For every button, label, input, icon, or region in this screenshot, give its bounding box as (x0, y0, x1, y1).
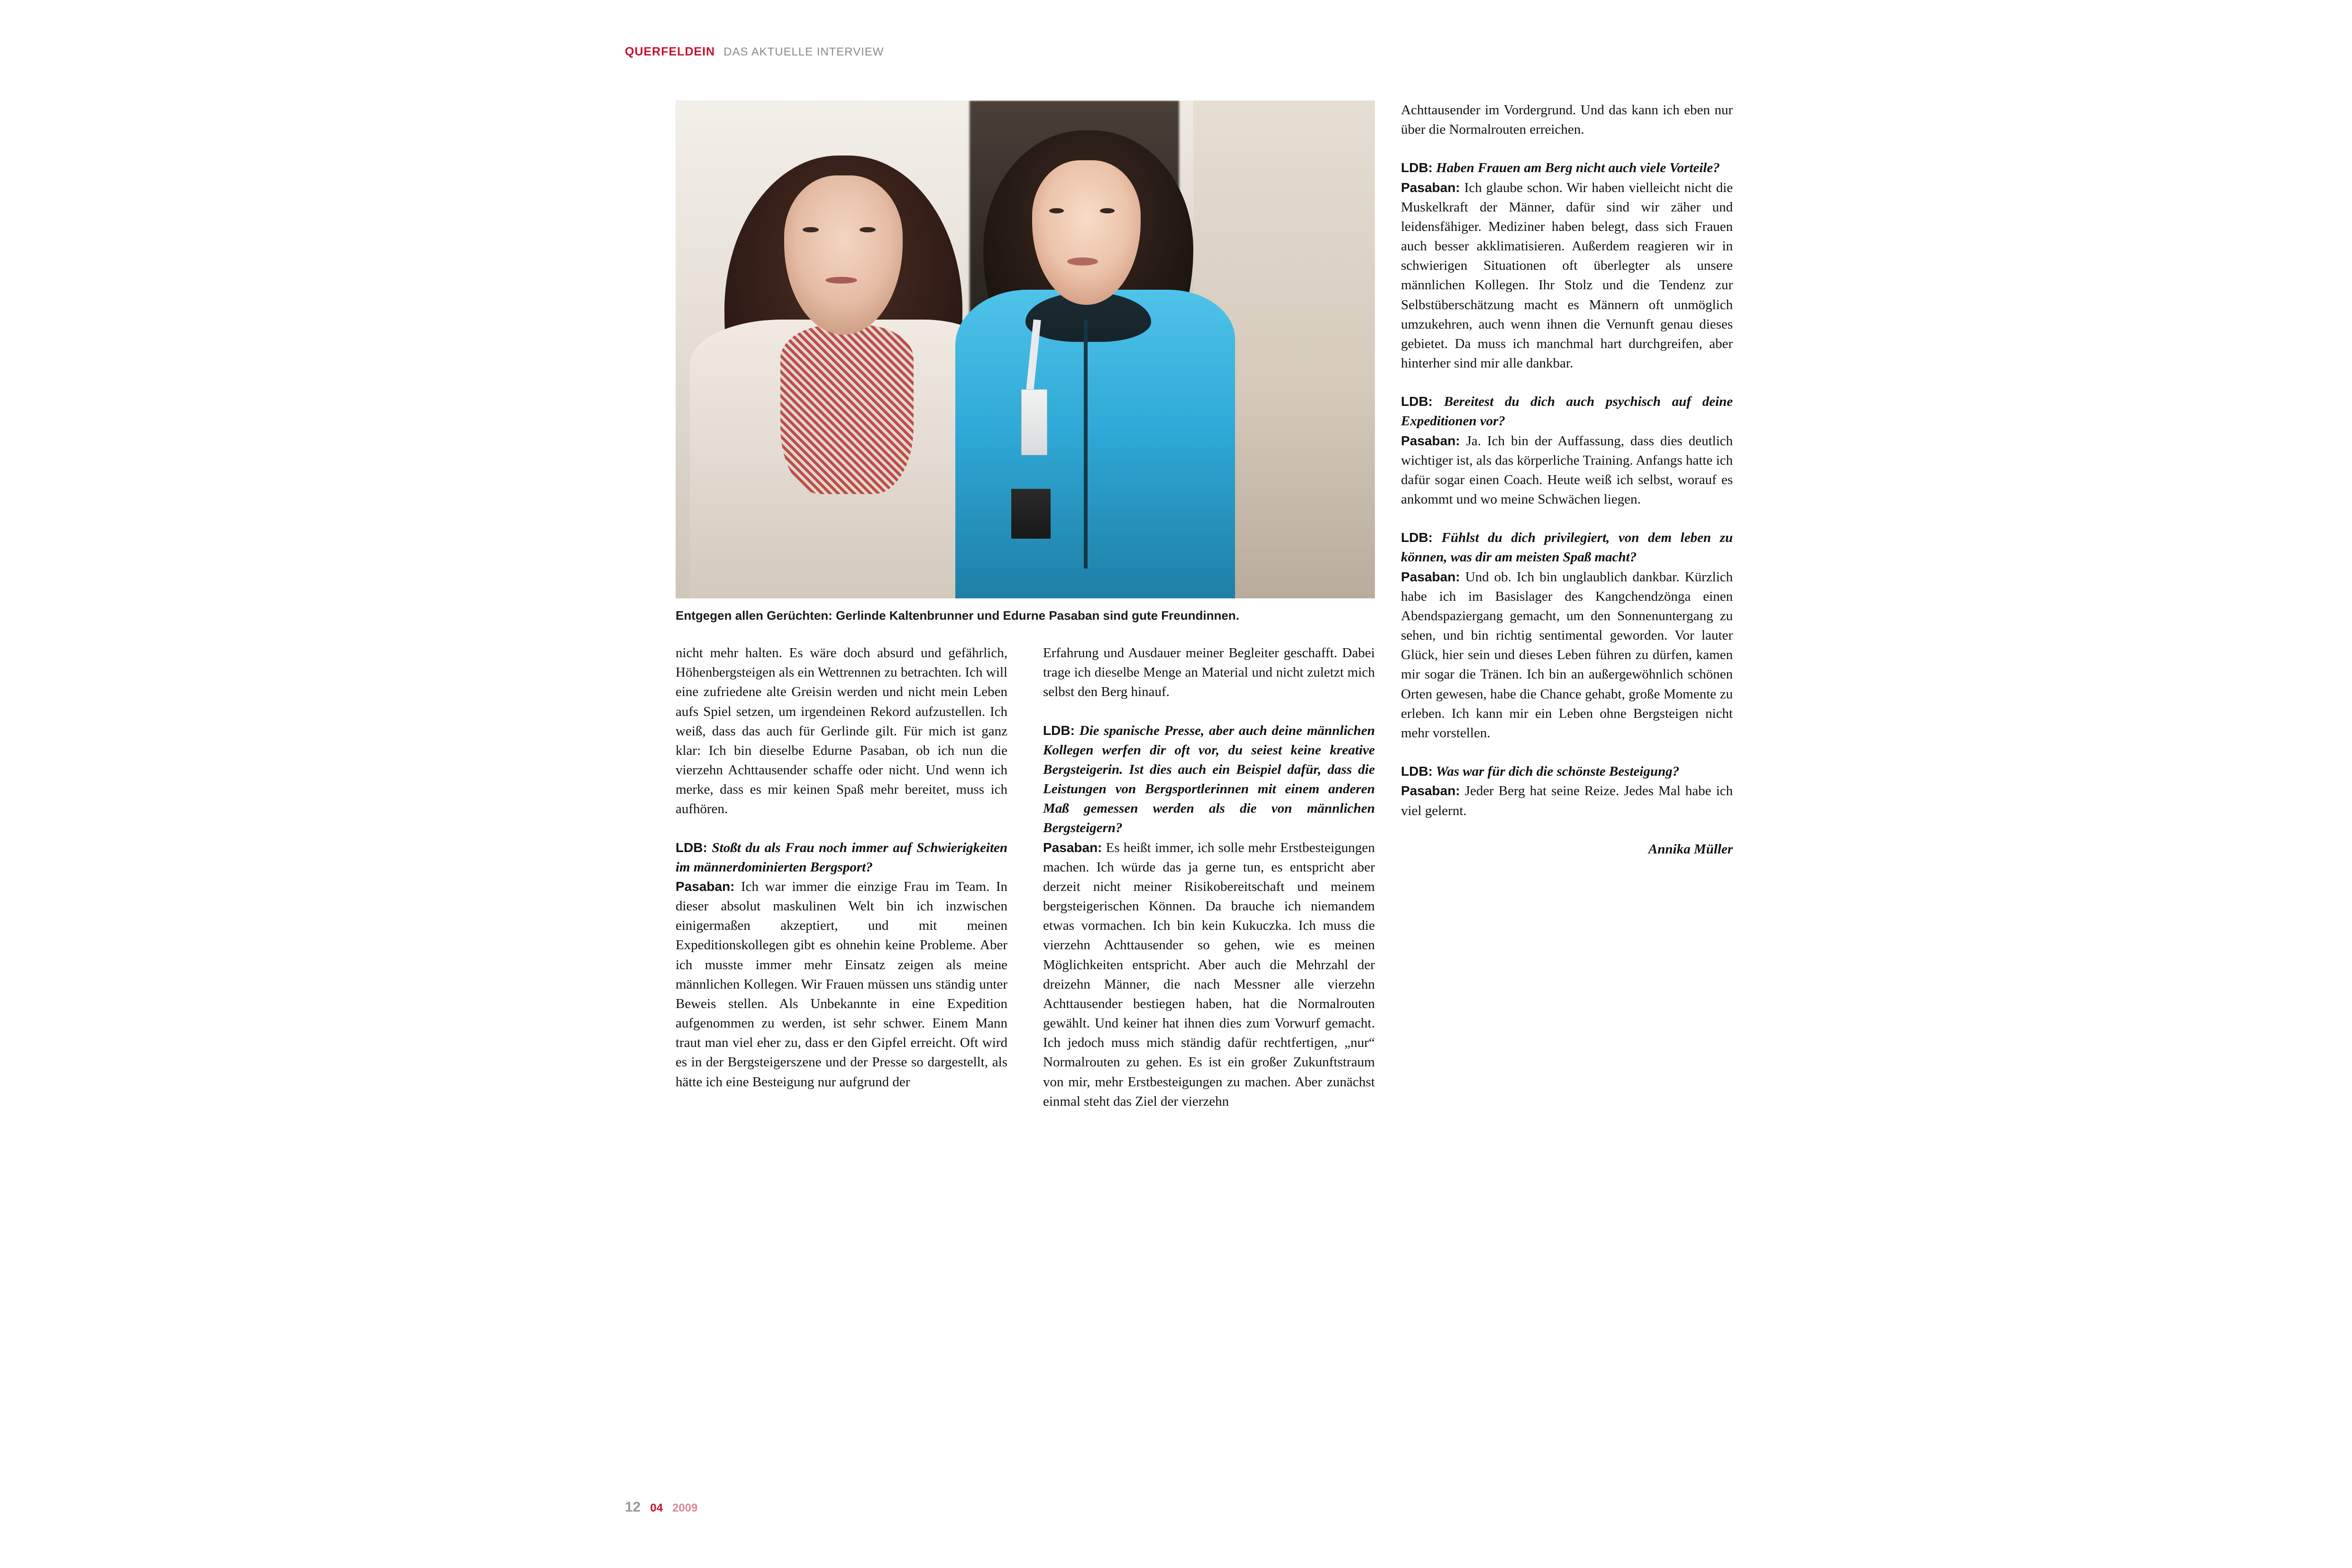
person-left-eye-right (860, 227, 876, 233)
person-left-scarf (780, 325, 913, 494)
question-text: Fühlst du dich privilegiert, von dem leben zu können, was dir am meisten Spaß macht? (1401, 530, 1733, 565)
paragraph-spacer (1401, 373, 1733, 392)
paragraph-spacer (1043, 702, 1375, 721)
interview-answer (1401, 431, 1733, 510)
answer-text: Ich war immer die einzige Frau im Team. In dieser absolut maskulinen Welt bin ich inzwischen einigermaßen akzeptiert, und mit meinen Expeditionskollegen gibt es ohnehin keine Probleme. Aber ich musste immer mehr Einsatz zeigen als meine männlichen Kollegen. Wir Frauen müssen uns ständig unter Beweis stellen. Als Unbekannte in eine Expedition aufgenommen zu werden, ist sehr schwer. Einem Mann traut man viel eher zu, dass er den Gipfel erreicht. Oft wird es in der Bergsteigerszene und der Presse so dargestellt, als hätte ich eine Besteigung nur aufgrund der (676, 879, 1007, 1090)
section-label: DAS AKTUELLE INTERVIEW (723, 46, 884, 58)
page-number: 12 (625, 1499, 641, 1515)
interview-answer (676, 877, 1007, 1092)
page-footer (625, 1499, 697, 1515)
answer-text: Jeder Berg hat seine Reize. Jedes Mal habe ich viel gelernt. (1401, 783, 1733, 818)
question-text: Haben Frauen am Berg nicht auch viele Vorteile? (1436, 160, 1720, 176)
question-speaker-tag: LDB: (1043, 723, 1075, 738)
person-right-eye-left (1049, 208, 1064, 213)
interview-answer (1401, 178, 1733, 374)
photo-block (676, 101, 1375, 624)
question-text: Die spanische Presse, aber auch deine männlichen Kollegen werfen dir oft vor, du seiest keine kreative Bergsteigerin. Ist dies auch ein Beispiel dafür, dass die Leistungen von Bergsportlerinnen mit einem anderen Maß gemessen werden als die von männlichen Bergsteigern? (1043, 723, 1375, 836)
interview-question (1401, 762, 1733, 781)
person-right-mouth (1067, 257, 1098, 266)
person-right-jacket-zipper (1084, 320, 1087, 569)
interview-answer (1043, 838, 1375, 1111)
paragraph-spacer (1401, 139, 1733, 158)
issue-year: 2009 (672, 1502, 698, 1514)
answer-speaker-tag: Pasaban: (1401, 783, 1460, 798)
paragraph-spacer (676, 819, 1007, 838)
paragraph-spacer (1401, 743, 1733, 762)
magazine-brand-label: QUERFELDEIN (625, 45, 715, 58)
text-column-1 (676, 643, 1007, 1092)
question-speaker-tag: LDB: (1401, 530, 1433, 545)
answer-text: Ich glaube schon. Wir haben vielleicht nicht die Muskelkraft der Männer, dafür sind wir zäher und leidensfähiger. Mediziner haben belegt, dass sich Frauen auch besser akklimatisieren. Außerdem reagieren wir in schwierigen Situationen oft überlegter als unsere männlichen Kollegen. Ihr Stolz und die Tendenz zur Selbstüberschätzung macht es Männern oft unmöglich umzukehren, auch wenn ihnen die Vernunft genau dieses gebietet. Da muss ich manchmal hart durchgreifen, aber hinterher sind mir alle dankbar. (1401, 180, 1733, 371)
interview-question (1401, 528, 1733, 567)
interview-photo (676, 101, 1375, 598)
paragraph-spacer (1401, 509, 1733, 528)
body-paragraph: nicht mehr halten. Es wäre doch absurd und gefährlich, Höhenbergsteigen als ein Wettrennen zu betrachten. Ich will eine zufriedene alte Greisin werden und nicht mein Leben aufs Spiel setzen, um irgendeinen Rekord aufzustellen. Ich weiß, dass das auch für Gerlinde gilt. Für mich ist ganz klar: Ich bin dieselbe Edurne Pasaban, ob ich nun die vierzehn Achttausender schaffe oder nicht. Und wenn ich merke, dass es mir keinen Spaß mehr bereitet, muss ich aufhören. (676, 645, 1007, 817)
question-text: Was war für dich die schönste Besteigung? (1436, 764, 1680, 779)
answer-text: Es heißt immer, ich solle mehr Erstbesteigungen machen. Ich würde das ja gerne tun, es entspricht aber derzeit nicht meiner Risikobereitschaft und meinem bergsteigerischen Können. Da brauche ich niemandem etwas vormachen. Ich bin kein Kukuczka. Ich muss die vierzehn Achttausender so gehen, wie es meinen Möglichkeiten entspricht. Aber auch die Mehrzahl der dreizehn Männer, die nach Messner alle vierzehn Achttausender bestiegen haben, hat die Normalrouten gewählt. Und keiner hat ihnen dies zum Vorwurf gemacht. Ich jedoch muss mich ständig dafür rechtfertigen, „nur“ Normalrouten zu gehen. Es ist ein großer Zukunftstraum von mir, mehr Erstbesteigungen zu machen. Aber zunächst einmal steht das Ziel der vierzehn (1043, 840, 1375, 1109)
answer-speaker-tag: Pasaban: (676, 879, 735, 894)
question-speaker-tag: LDB: (1401, 160, 1433, 175)
interview-question (1401, 158, 1733, 178)
running-head (625, 45, 884, 59)
answer-speaker-tag: Pasaban: (1043, 840, 1102, 855)
question-speaker-tag: LDB: (1401, 764, 1433, 779)
answer-speaker-tag: Pasaban: (1401, 433, 1460, 448)
photo-caption: Entgegen allen Gerüchten: Gerlinde Kaltenbrunner und Edurne Pasaban sind gute Freundinnen. (676, 608, 1239, 623)
question-text: Bereitest du dich auch psychisch auf deine Expeditionen vor? (1401, 394, 1733, 429)
interview-question (1043, 721, 1375, 838)
question-speaker-tag: LDB: (1401, 394, 1433, 409)
answer-text: Ja. Ich bin der Auffassung, dass dies deutlich wichtiger ist, als das körperliche Training. Anfangs hatte ich dafür sogar einen Coach. Heute weiß ich selbst, worauf es ankommt und wo meine Schwächen liegen. (1401, 433, 1733, 507)
person-right-badge (1021, 389, 1047, 455)
answer-speaker-tag: Pasaban: (1401, 569, 1460, 584)
issue-number: 04 (650, 1502, 663, 1514)
person-right-chest-pocket (1011, 489, 1051, 539)
interview-question (676, 838, 1007, 877)
question-speaker-tag: LDB: (676, 840, 707, 855)
text-column-2 (1043, 643, 1375, 1111)
body-paragraph: Achttausender im Vordergrund. Und das kann ich eben nur über die Normalrouten erreichen. (1401, 102, 1733, 138)
question-text: Stoßt du als Frau noch immer auf Schwierigkeiten im männerdominierten Bergsport? (676, 840, 1007, 875)
body-paragraph: Erfahrung und Ausdauer meiner Begleiter geschafft. Dabei trage ich dieselbe Menge an Material und nicht zuletzt mich selbst den Berg hinauf. (1043, 645, 1375, 700)
text-column-3 (1401, 101, 1733, 857)
interview-answer (1401, 568, 1733, 743)
answer-speaker-tag: Pasaban: (1401, 180, 1460, 195)
author-signature: Annika Müller (1648, 841, 1733, 857)
interview-question (1401, 392, 1733, 431)
interview-answer (1401, 781, 1733, 820)
person-right-eye-right (1100, 208, 1115, 213)
answer-text: Und ob. Ich bin unglaublich dankbar. Kürzlich habe ich im Basislager des Kangchendzönga einen Abendspaziergang gemacht, um den Sonnenuntergang zu sehen, und bin richtig sentimental geworden. Vor lauter Glück, hier sein und dieses Leben führen zu dürfen, kamen mir sogar die Tränen. Ich bin an außergewöhnlich schönen Orten gewesen, habe die Chance gehabt, große Momente zu erleben. Ich kann mir ein Leben ohne Bergsteigen nicht mehr vorstellen. (1401, 569, 1733, 741)
